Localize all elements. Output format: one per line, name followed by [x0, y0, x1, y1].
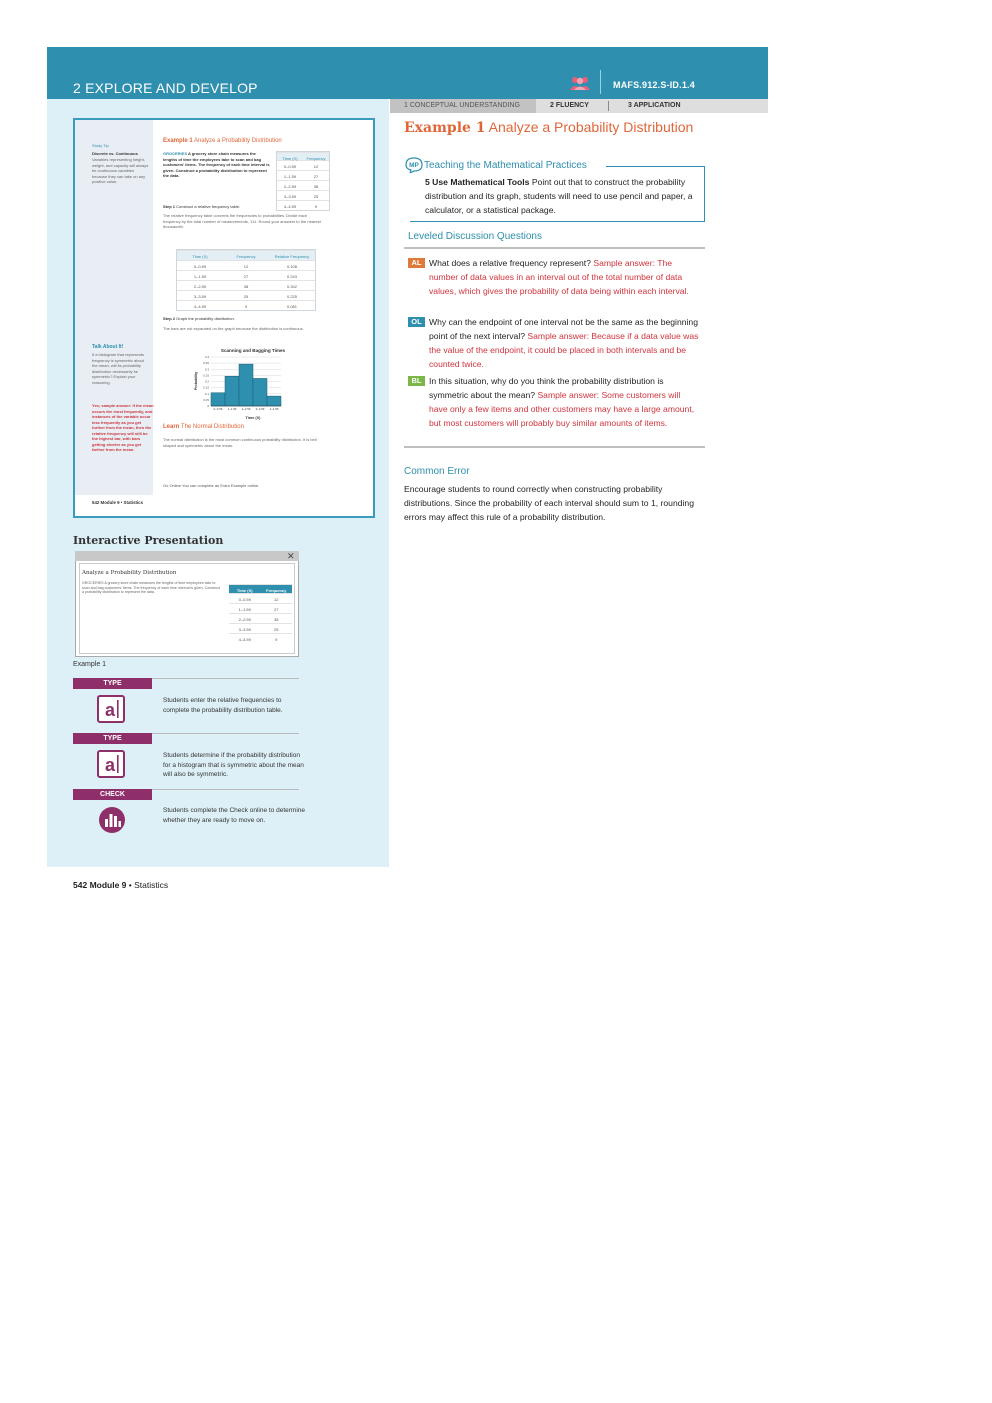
tool-rule — [152, 733, 299, 734]
table-header — [177, 250, 315, 260]
y-tick-label: 0 — [207, 404, 209, 408]
question-al — [429, 256, 701, 298]
table-cell: 12 — [243, 264, 249, 269]
mp-icon-text: MP — [409, 162, 419, 169]
mathematical-practices-icon — [404, 157, 424, 173]
table-cell: 0.243 — [286, 274, 297, 279]
slide-text: GROCERIES A grocery store chain measures the lengths of time employees take to scan and bag customers' items. The frequency of each time interval is given. Construct a probability distribution to represent the data. — [82, 581, 221, 595]
table-cell: 0–0.59 — [193, 264, 207, 269]
thumb-talk-body: If a histogram that represents frequency is symmetric about the mean, will its probability distribution necessarily be symmetric? Explain your reasoning. — [92, 352, 145, 385]
table-row — [229, 603, 292, 613]
x-tick-label: 0–0.59 — [213, 407, 223, 411]
thumb-frequency-table — [276, 151, 330, 211]
probability-histogram — [193, 345, 305, 421]
table-cell: 27 — [274, 607, 279, 612]
table-cell: 4–4.59 — [238, 637, 251, 642]
table-header — [277, 152, 329, 160]
thumb-step1-label: Step 1 — [163, 204, 176, 209]
svg-text:a: a — [105, 700, 116, 720]
table-header-cell: Time (X) — [236, 588, 253, 593]
thumb-step1 — [163, 204, 240, 210]
thumb-step1-body: The relative frequency table converts the frequencies to probabilities. Divide each frequency by the total number of measurements, 111. Round your answers to the nearest thousandth. — [163, 213, 321, 229]
table-cell: 25 — [313, 194, 319, 199]
x-tick-label: 4–4.59 — [269, 407, 279, 411]
tool-description: Students complete the Check online to determine whether they are ready to move on. — [163, 807, 306, 824]
y-tick-label: 0.2 — [204, 379, 209, 384]
table-row — [177, 290, 315, 300]
common-error-text: Encourage students to round correctly when constructing probability distributions. Since the probability of each interval should sum to 1, rounding errors may affect this rule of a probability distribution. — [404, 484, 694, 522]
tool-rule — [152, 789, 299, 790]
level-separator — [608, 101, 609, 111]
table-cell: 1–1.59 — [238, 607, 251, 612]
table-cell: 38 — [243, 284, 249, 289]
question-answer: Sample answer: Some customers will have only a few items and other customers may have a large amount, but most customers will probably buy similar amounts of items. — [429, 390, 695, 428]
table-cell: 4–4.59 — [193, 304, 207, 309]
mp-text — [425, 175, 701, 217]
close-icon[interactable]: ✕ — [287, 551, 295, 561]
table-cell: 25 — [243, 294, 249, 299]
table-cell: 2–2.59 — [283, 184, 297, 189]
table-cell: 0.342 — [286, 284, 297, 289]
y-tick-label: 0.25 — [203, 373, 209, 378]
table-header-cell: Frequency — [266, 588, 287, 593]
thumb-relative-frequency-table — [176, 249, 316, 311]
table-cell: 12 — [274, 597, 279, 602]
page-footer — [73, 880, 168, 890]
section-divider — [404, 446, 705, 448]
mp-bold: 5 Use Mathematical Tools — [425, 177, 530, 187]
table-cell: 2–2.59 — [238, 617, 251, 622]
table-cell: 0–0.59 — [283, 164, 297, 169]
thumb-step2-label: Step 2 — [163, 316, 176, 321]
table-cell: 9 — [314, 204, 318, 209]
standard-code: MAFS.912.S-ID.1.4 — [613, 80, 695, 90]
table-row — [277, 180, 329, 190]
example-title: Analyze a Probability Distribution — [488, 119, 694, 135]
table-cell: 38 — [274, 617, 279, 622]
thumb-problem-text: A grocery store chain measures the lengths of time the employees take to scan and bag customers' items. The frequency of each time interval is given. Construct a probability distribution to represent the data. — [163, 151, 270, 178]
table-row — [277, 160, 329, 170]
table-row — [177, 280, 315, 290]
y-tick-label: 0.1 — [204, 391, 209, 396]
interactive-presentation-title: Interactive Presentation — [73, 534, 224, 547]
table-cell: 1–1.59 — [193, 274, 207, 279]
level-fluency: 2 FLUENCY — [550, 102, 589, 109]
section-divider — [404, 247, 705, 249]
table-cell: 38 — [313, 184, 319, 189]
leveled-questions-title: Leveled Discussion Questions — [408, 231, 542, 242]
slide-table — [229, 584, 292, 643]
question-tag-al: AL — [408, 258, 425, 268]
table-row — [277, 200, 329, 210]
x-tick-label: 1–1.59 — [227, 407, 237, 411]
table-cell: 12 — [313, 164, 319, 169]
question-bl — [429, 374, 701, 430]
question-answer: Sample answer: The number of data values in an interval out of the total number of data values, which gives the probability of data being within each interval. — [429, 258, 689, 296]
thumb-example-label: Example 1 — [163, 138, 193, 144]
table-cell: 0.225 — [286, 294, 297, 299]
table-row — [177, 300, 315, 310]
table-row — [229, 623, 292, 633]
tool-badge-type: TYPE — [73, 678, 152, 689]
table-cell: 4–4.59 — [283, 204, 297, 209]
y-tick-label: 0.35 — [203, 361, 209, 366]
thumb-problem-tag: GROCERIES — [163, 151, 188, 156]
question-text: What does a relative frequency represent? — [429, 258, 591, 268]
x-tick-label: 2–2.59 — [241, 407, 251, 411]
thumb-step2-body: The bars are not separated on the graph because the distribution is continuous. — [163, 326, 304, 331]
example-label: Example 1 — [404, 120, 486, 136]
table-header-cell: Time (X) — [282, 156, 298, 161]
study-tip-body: Variables representing height, weight, and capacity will always be continuous variables because they can take on any positive value. — [92, 157, 149, 184]
table-row — [177, 270, 315, 280]
question-tag-ol: OL — [408, 317, 425, 327]
table-cell: 9 — [275, 637, 278, 642]
slide-title: Analyze a Probability Distribution — [82, 570, 177, 576]
y-tick-label: 0.3 — [204, 367, 209, 372]
chart-y-label: Probability — [194, 371, 198, 391]
footer-bullet: • — [128, 880, 132, 890]
chart-x-label: Time (X) — [245, 416, 261, 420]
tool-rule — [152, 678, 299, 679]
table-row — [229, 593, 292, 603]
chart-bars — [211, 364, 281, 406]
table-row — [277, 190, 329, 200]
table-row — [177, 260, 315, 270]
tool-badge-type: TYPE — [73, 733, 152, 744]
mp-title-rule — [606, 166, 705, 167]
table-header-cell: Relative Frequency — [274, 254, 310, 259]
table-cell: 2–2.59 — [193, 284, 207, 289]
thumb-step1-text: Construct a relative frequency table. — [176, 204, 241, 209]
thumb-go-online: Go Online You can complete an Extra Example online. — [163, 483, 260, 488]
thumb-page-footer: 542 Module 9 • Statistics — [92, 500, 144, 505]
question-text: Why can the endpoint of one interval not be the same as the beginning point of the next interval? — [429, 317, 698, 341]
table-row — [277, 170, 329, 180]
histogram-bar — [211, 393, 225, 406]
table-cell: 9 — [244, 304, 248, 309]
table-header — [229, 584, 292, 593]
type-answer-icon[interactable] — [97, 695, 125, 723]
table-cell: 3–3.59 — [193, 294, 207, 299]
header-divider — [600, 70, 601, 94]
level-application: 3 APPLICATION — [628, 102, 681, 109]
thumb-learn-label: Learn — [163, 424, 180, 430]
thumb-talk-title: Talk About It! — [92, 344, 124, 350]
chart-y-ticks — [203, 355, 209, 408]
study-tip-title: Discrete vs. Continuous — [92, 151, 138, 156]
footer-subject: Statistics — [134, 880, 169, 890]
common-error-title: Common Error — [404, 466, 470, 477]
histogram-bar — [253, 378, 267, 406]
thumb-example-title: Analyze a Probability Distribution — [194, 138, 282, 144]
table-cell: 3–3.59 — [283, 194, 297, 199]
presentation-topbar — [75, 551, 299, 561]
table-row — [229, 613, 292, 623]
svg-text:a: a — [105, 755, 116, 775]
histogram-bar — [225, 376, 239, 406]
check-chart-icon[interactable] — [98, 806, 126, 834]
type-answer-icon[interactable] — [97, 750, 125, 778]
table-row — [229, 633, 292, 643]
question-text: In this situation, why do you think the probability distribution is symmetric about the mean? — [429, 376, 664, 400]
chart-x-ticks — [214, 407, 279, 411]
table-cell: 27 — [313, 174, 319, 179]
example-heading — [404, 118, 704, 137]
tool-description: Students enter the relative frequencies to complete the probability distribution table. — [163, 697, 283, 714]
question-tag-bl: BL — [408, 376, 425, 386]
histogram-bar — [239, 364, 253, 406]
chart-title: Scanning and Bagging Times — [220, 348, 286, 353]
thumb-learn-body: The normal distribution is the most common continuous probability distribution. It is bell shaped and symmetric about the mean. — [163, 437, 317, 448]
table-cell: 27 — [243, 274, 249, 279]
mp-body: Point out that to construct the probability distribution and its graph, students will need to use pencil and paper, a calculator, or a statistical package. — [425, 177, 693, 215]
y-tick-label: 0.4 — [204, 355, 209, 359]
section-title: 2 EXPLORE AND DEVELOP — [73, 80, 258, 96]
page-number: 542 — [73, 880, 88, 890]
thumb-example-heading — [163, 138, 282, 144]
mp-title: Teaching the Mathematical Practices — [424, 160, 587, 171]
y-tick-label: 0.15 — [203, 385, 209, 390]
table-header-cell: Frequency — [236, 254, 256, 259]
table-cell: 0.081 — [286, 304, 297, 309]
presentation-example-label: Example 1 — [73, 661, 107, 668]
question-answer: Sample answer: Because if a data value was the value of the endpoint, it could be placed in both intervals and be counted twice. — [429, 331, 699, 369]
histogram-bar — [267, 396, 281, 406]
thumb-problem — [163, 151, 271, 179]
table-cell: 1–1.59 — [283, 174, 297, 179]
x-tick-label: 3–3.59 — [255, 407, 265, 411]
table-header-cell: Time (X) — [192, 254, 208, 259]
table-cell: 0–0.59 — [238, 597, 251, 602]
question-ol — [429, 315, 701, 371]
y-tick-label: 0.05 — [203, 397, 209, 402]
study-tip-label: Study Tip — [92, 143, 109, 148]
footer-module: Module 9 — [89, 880, 127, 890]
thumb-step2 — [163, 316, 235, 322]
table-cell: 25 — [274, 627, 279, 632]
thumb-learn-heading — [163, 424, 244, 430]
table-cell: 3–3.59 — [238, 627, 251, 632]
tool-description: Students determine if the probability distribution for a histogram that is symmetric about the mean will also be symmetric. — [163, 752, 304, 778]
thumb-talk-answer: Yes; sample answer: If the mean occurs the most frequently, and instances of the variable occur less frequently as you get further from the mean, then the relative frequency will still be the highest bar, with bars getting shorter as you get farther from the mean. — [92, 403, 154, 452]
tool-badge-check: CHECK — [73, 789, 152, 800]
thumb-learn-title: The Normal Distribution — [180, 424, 244, 430]
table-cell: 0.108 — [286, 264, 297, 269]
thumb-step2-text: Graph the probability distribution. — [176, 316, 235, 321]
people-group-icon — [569, 75, 591, 91]
table-header-cell: Frequency — [306, 156, 326, 161]
level-conceptual: 1 CONCEPTUAL UNDERSTANDING — [390, 99, 536, 113]
